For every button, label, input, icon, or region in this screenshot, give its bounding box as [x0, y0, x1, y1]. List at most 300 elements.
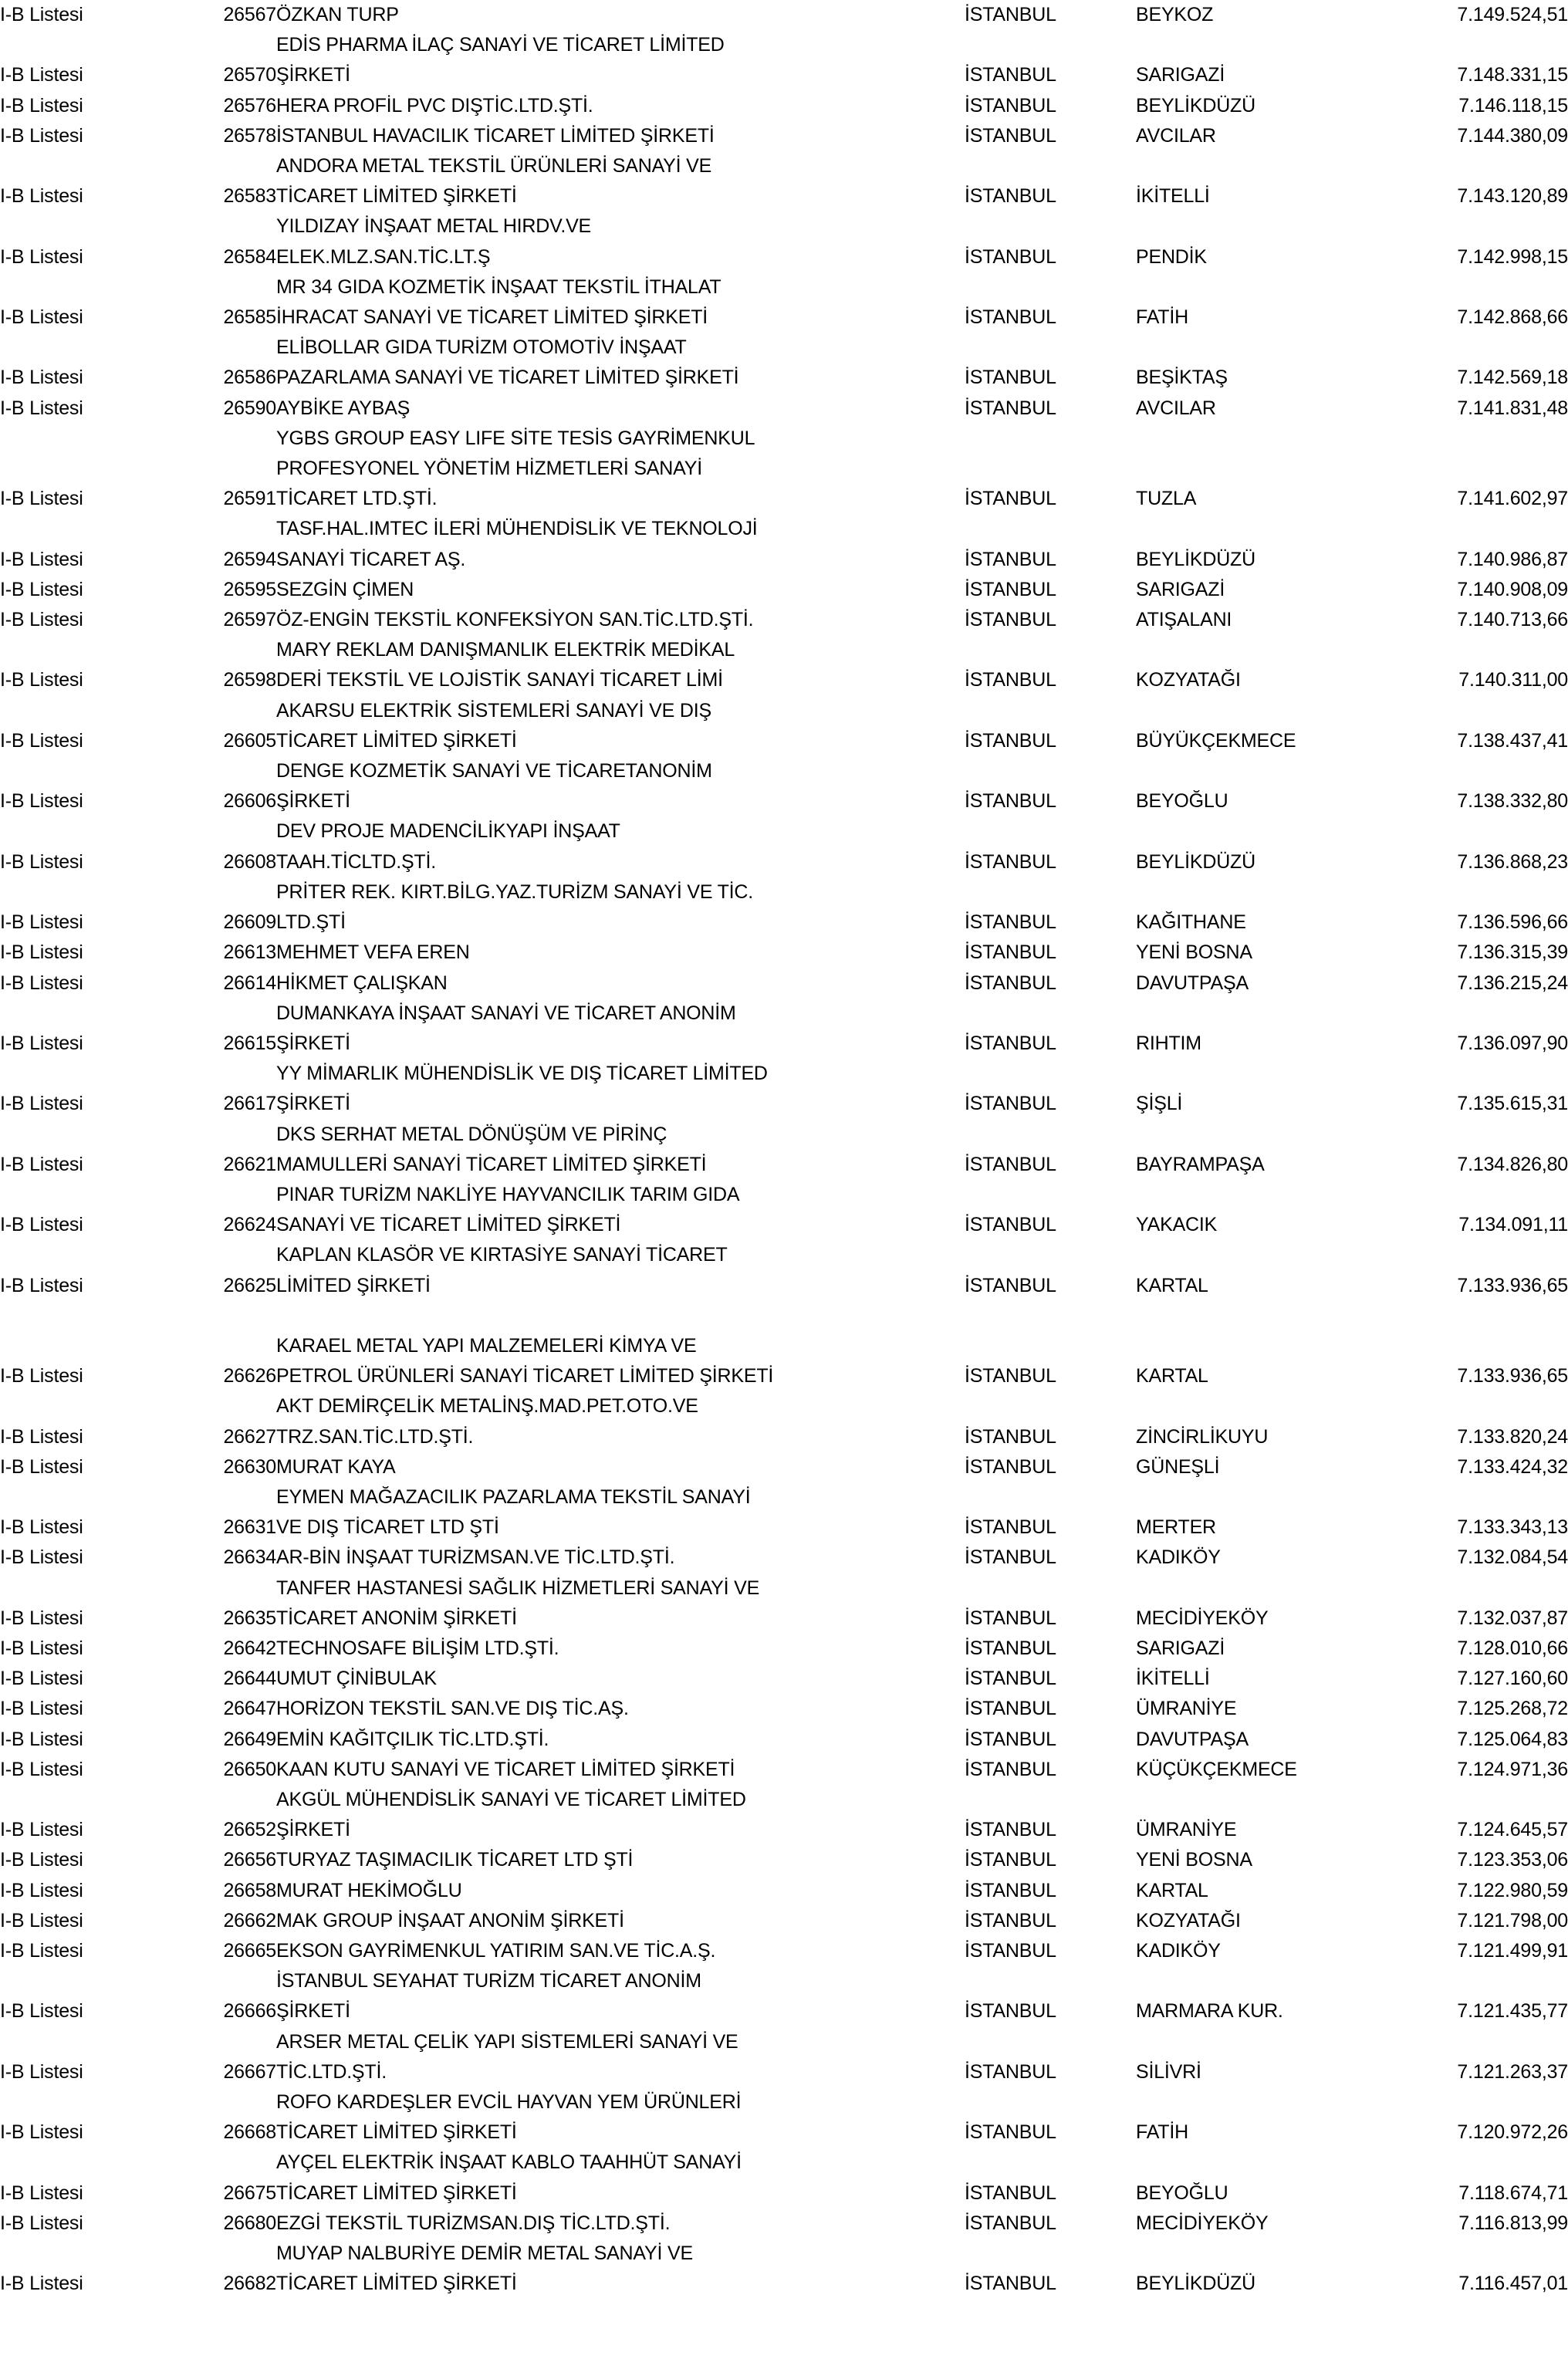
company-name-main-line: TİC.LTD.ŞTİ.	[276, 2060, 387, 2083]
company-name-cell	[276, 514, 965, 574]
company-name-cell	[276, 2148, 965, 2208]
district-cell: SARIGAZİ	[1136, 1637, 1225, 1659]
table-row[interactable]	[0, 1331, 1568, 1391]
city-cell: İSTANBUL	[965, 185, 1056, 208]
company-name-wrap-line: DKS SERHAT METAL DÖNÜŞÜM VE PİRİNÇ	[276, 1123, 667, 1145]
list-name-cell: I-B Listesi	[0, 2000, 83, 2023]
city-cell: İSTANBUL	[965, 972, 1056, 994]
company-name-main-line: TURYAZ TAŞIMACILIK TİCARET LTD ŞTİ	[276, 1849, 634, 1871]
company-name-main-line: PETROL ÜRÜNLERİ SANAYİ TİCARET LİMİTED ŞİRKETİ	[276, 1365, 774, 1387]
company-name-wrap-line: MR 34 GIDA KOZMETİK İNŞAAT TEKSTİL İTHALAT	[276, 275, 721, 298]
district-cell: SİLİVRİ	[1136, 2060, 1201, 2083]
table-row[interactable]	[0, 1755, 1568, 1785]
list-name-cell: I-B Listesi	[0, 1940, 83, 1962]
list-name-cell: I-B Listesi	[0, 2182, 83, 2204]
company-name-wrap-line: EDİS PHARMA İLAÇ SANAYİ VE TİCARET LİMİTED	[276, 34, 725, 56]
table-row[interactable]	[0, 1966, 1568, 2026]
table-row[interactable]	[0, 2148, 1568, 2208]
table-row[interactable]	[0, 1785, 1568, 1845]
company-name-cell	[276, 816, 965, 877]
company-name-main-line: AR-BİN İNŞAAT TURİZMSAN.VE TİC.LTD.ŞTİ.	[276, 1546, 675, 1569]
district-cell: DAVUTPAŞA	[1136, 972, 1249, 994]
company-name-cell	[276, 272, 965, 333]
city-cell: İSTANBUL	[965, 1546, 1056, 1569]
district-cell: MERTER	[1136, 1516, 1216, 1539]
district-cell: BEYLİKDÜZÜ	[1136, 850, 1255, 873]
company-name-main-line: ÖZKAN TURP	[276, 4, 399, 25]
company-name-wrap-line: YGBS GROUP EASY LIFE SİTE TESİS GAYRİMENKUL	[276, 427, 755, 449]
district-cell: BEYKOZ	[1136, 4, 1214, 25]
district-cell: KARTAL	[1136, 1274, 1208, 1296]
company-name-main-line: MAMULLERİ SANAYİ TİCARET LİMİTED ŞİRKETİ	[276, 1153, 707, 1175]
table-row[interactable]	[0, 2087, 1568, 2148]
list-name-cell: I-B Listesi	[0, 1879, 83, 1901]
district-cell: KADIKÖY	[1136, 1546, 1221, 1569]
company-name-wrap-line: ANDORA METAL TEKSTİL ÜRÜNLERİ SANAYİ VE	[276, 155, 712, 177]
district-cell: SARIGAZİ	[1136, 64, 1225, 86]
city-cell: İSTANBUL	[965, 548, 1056, 570]
table-row[interactable]	[0, 211, 1568, 272]
company-name-cell	[276, 1059, 965, 1119]
table-row[interactable]	[0, 1240, 1568, 1300]
city-cell: İSTANBUL	[965, 1698, 1056, 1720]
record-number-cell: 26627	[223, 1425, 276, 1448]
amount-cell: 7.116.813,99	[1458, 2212, 1568, 2234]
amount-cell: 7.122.980,59	[1457, 1879, 1568, 1901]
company-name-cell	[276, 1573, 965, 1634]
amount-cell: 7.121.435,77	[1457, 2000, 1568, 2023]
city-cell: İSTANBUL	[965, 1849, 1056, 1871]
list-name-cell: I-B Listesi	[0, 1365, 83, 1387]
table-row[interactable]	[0, 1391, 1568, 1452]
amount-cell: 7.133.936,65	[1457, 1274, 1568, 1296]
company-name-cell	[276, 1755, 965, 1785]
record-number-cell: 26642	[223, 1637, 276, 1659]
company-name-main-line: VE DIŞ TİCARET LTD ŞTİ	[276, 1516, 499, 1539]
amount-cell: 7.133.343,13	[1457, 1516, 1568, 1539]
amount-cell: 7.148.331,15	[1457, 64, 1568, 86]
amount-cell: 7.128.010,66	[1457, 1637, 1568, 1659]
record-number-cell: 26578	[223, 124, 276, 147]
record-number-cell: 26667	[223, 2060, 276, 2083]
city-cell: İSTANBUL	[965, 488, 1056, 510]
table-row[interactable]	[0, 1543, 1568, 1573]
district-cell: ÜMRANİYE	[1136, 1698, 1237, 1720]
record-number-cell: 26609	[223, 911, 276, 934]
record-number-cell: 26630	[223, 1455, 276, 1478]
district-cell: YENİ BOSNA	[1136, 1849, 1252, 1871]
company-name-cell	[276, 1694, 965, 1724]
table-row[interactable]	[0, 1936, 1568, 1966]
company-name-cell	[276, 2209, 965, 2239]
city-cell: İSTANBUL	[965, 245, 1056, 268]
table-row[interactable]	[0, 30, 1568, 90]
table-row[interactable]	[0, 1452, 1568, 1482]
company-name-main-line: ŞİRKETİ	[276, 790, 350, 813]
district-cell: ÜMRANİYE	[1136, 1819, 1237, 1841]
table-row[interactable]	[0, 151, 1568, 211]
company-name-main-line: ÖZ-ENGİN TEKSTİL KONFEKSİYON SAN.TİC.LTD.ŞTİ.	[276, 609, 754, 631]
city-cell: İSTANBUL	[965, 367, 1056, 389]
list-name-cell: I-B Listesi	[0, 911, 83, 934]
district-cell: BEYOĞLU	[1136, 2182, 1228, 2204]
table-row[interactable]	[0, 1120, 1568, 1180]
company-name-main-line: LİMİTED ŞİRKETİ	[276, 1274, 431, 1296]
amount-cell: 7.140.713,66	[1457, 609, 1568, 631]
city-cell: İSTANBUL	[965, 941, 1056, 964]
district-cell: RIHTIM	[1136, 1032, 1201, 1054]
amount-cell: 7.142.998,15	[1457, 245, 1568, 268]
company-name-cell	[276, 635, 965, 695]
amount-cell: 7.136.215,24	[1457, 972, 1568, 994]
city-cell: İSTANBUL	[965, 2000, 1056, 2023]
table-row[interactable]	[0, 514, 1568, 574]
company-name-cell	[276, 968, 965, 999]
company-name-main-line: TECHNOSAFE BİLİŞİM LTD.ŞTİ.	[276, 1637, 559, 1659]
company-name-wrap-line: PINAR TURİZM NAKLİYE HAYVANCILIK TARIM GIDA	[276, 1183, 740, 1205]
table-row[interactable]	[0, 272, 1568, 333]
table-row[interactable]	[0, 121, 1568, 151]
table-row[interactable]	[0, 1845, 1568, 1875]
list-name-cell: I-B Listesi	[0, 124, 83, 147]
company-name-cell	[276, 1876, 965, 1906]
amount-cell: 7.121.263,37	[1457, 2060, 1568, 2083]
company-name-main-line: ŞİRKETİ	[276, 64, 350, 86]
list-name-cell: I-B Listesi	[0, 1909, 83, 1931]
company-name-wrap-line: DUMANKAYA İNŞAAT SANAYİ VE TİCARET ANONİM	[276, 1002, 736, 1024]
table-row[interactable]	[0, 91, 1568, 121]
company-name-main-line: ELEK.MLZ.SAN.TİC.LT.Ş	[276, 245, 491, 268]
record-number-cell: 26668	[223, 2121, 276, 2144]
record-number-cell: 26650	[223, 1758, 276, 1780]
company-name-cell	[276, 1331, 965, 1391]
amount-cell: 7.116.457,01	[1458, 2273, 1568, 2295]
amount-cell: 7.133.936,65	[1457, 1365, 1568, 1387]
company-name-wrap-line: DENGE KOZMETİK SANAYİ VE TİCARETANONİM	[276, 760, 712, 782]
amount-cell: 7.144.380,09	[1457, 124, 1568, 147]
table-row[interactable]	[0, 605, 1568, 635]
record-number-cell: 26584	[223, 245, 276, 268]
district-cell: KOZYATAĞI	[1136, 1909, 1241, 1931]
company-name-main-line: PAZARLAMA SANAYİ VE TİCARET LİMİTED ŞİRKETİ	[276, 367, 739, 389]
amount-cell: 7.125.268,72	[1457, 1698, 1568, 1720]
record-number-cell: 26644	[223, 1668, 276, 1690]
district-cell: MECİDİYEKÖY	[1136, 1607, 1269, 1629]
company-name-cell	[276, 1725, 965, 1755]
table-row[interactable]	[0, 968, 1568, 999]
company-name-main-line: TRZ.SAN.TİC.LTD.ŞTİ.	[276, 1425, 474, 1448]
city-cell: İSTANBUL	[965, 64, 1056, 86]
table-row[interactable]	[0, 1634, 1568, 1664]
record-number-cell: 26621	[223, 1153, 276, 1175]
list-name-cell: I-B Listesi	[0, 1546, 83, 1569]
list-name-cell: I-B Listesi	[0, 1668, 83, 1690]
district-cell: MARMARA KUR.	[1136, 2000, 1283, 2023]
amount-cell: 7.124.645,57	[1457, 1819, 1568, 1841]
district-cell: DAVUTPAŞA	[1136, 1728, 1249, 1750]
city-cell: İSTANBUL	[965, 1032, 1056, 1054]
table-row[interactable]	[0, 1482, 1568, 1543]
record-number-cell: 26626	[223, 1365, 276, 1387]
company-name-main-line: SANAYİ VE TİCARET LİMİTED ŞİRKETİ	[276, 1214, 621, 1236]
company-name-wrap-line: AKGÜL MÜHENDİSLİK SANAYİ VE TİCARET LİMİTED	[276, 1788, 746, 1810]
list-name-cell: I-B Listesi	[0, 941, 83, 964]
table-spacer-row	[0, 1301, 1568, 1331]
company-name-cell	[276, 756, 965, 816]
list-name-cell: I-B Listesi	[0, 729, 83, 752]
table-row[interactable]	[0, 394, 1568, 424]
amount-cell: 7.138.332,80	[1457, 790, 1568, 813]
table-row[interactable]	[0, 575, 1568, 605]
company-name-wrap-line: MARY REKLAM DANIŞMANLIK ELEKTRİK MEDİKAL	[276, 639, 735, 661]
table-row[interactable]	[0, 816, 1568, 877]
table-row[interactable]	[0, 2239, 1568, 2299]
city-cell: İSTANBUL	[965, 2182, 1056, 2204]
company-name-cell	[276, 1785, 965, 1845]
district-cell: BEYLİKDÜZÜ	[1136, 548, 1255, 570]
city-cell: İSTANBUL	[965, 669, 1056, 691]
city-cell: İSTANBUL	[965, 1425, 1056, 1448]
company-name-cell	[276, 2239, 965, 2299]
amount-cell: 7.136.596,66	[1457, 911, 1568, 934]
company-name-cell	[276, 1906, 965, 1936]
list-name-cell: I-B Listesi	[0, 185, 83, 208]
company-name-main-line: TİCARET LİMİTED ŞİRKETİ	[276, 2121, 517, 2144]
record-number-cell: 26665	[223, 1940, 276, 1962]
city-cell: İSTANBUL	[965, 1879, 1056, 1901]
table-row[interactable]	[0, 1876, 1568, 1906]
city-cell: İSTANBUL	[965, 1819, 1056, 1841]
list-name-cell: I-B Listesi	[0, 2060, 83, 2083]
record-number-cell: 26652	[223, 1819, 276, 1841]
record-number-cell: 26598	[223, 669, 276, 691]
table-row[interactable]	[0, 1725, 1568, 1755]
table-spacer-cell	[0, 1301, 1568, 1331]
company-name-cell	[276, 151, 965, 211]
table-row[interactable]	[0, 1694, 1568, 1724]
company-name-main-line: TAAH.TİCLTD.ŞTİ.	[276, 850, 436, 873]
amount-cell: 7.142.868,66	[1457, 306, 1568, 329]
company-name-main-line: EZGİ TEKSTİL TURİZMSAN.DIŞ TİC.LTD.ŞTİ.	[276, 2212, 671, 2234]
record-number-cell: 26595	[223, 578, 276, 600]
company-name-wrap-line: YILDIZAY İNŞAAT METAL HIRDV.VE	[276, 215, 592, 238]
city-cell: İSTANBUL	[965, 2273, 1056, 2295]
district-cell: KAĞITHANE	[1136, 911, 1246, 934]
company-name-cell	[276, 333, 965, 393]
record-number-cell: 26631	[223, 1516, 276, 1539]
table-row[interactable]	[0, 938, 1568, 968]
list-name-cell: I-B Listesi	[0, 1758, 83, 1780]
company-name-main-line: İHRACAT SANAYİ VE TİCARET LİMİTED ŞİRKETİ	[276, 306, 708, 329]
company-name-wrap-line: KARAEL METAL YAPI MALZEMELERİ KİMYA VE	[276, 1334, 697, 1357]
district-cell: BAYRAMPAŞA	[1136, 1153, 1265, 1175]
city-cell: İSTANBUL	[965, 4, 1056, 25]
list-name-cell: I-B Listesi	[0, 1274, 83, 1296]
company-name-cell	[276, 2087, 965, 2148]
company-name-cell	[276, 30, 965, 90]
company-name-main-line: ŞİRKETİ	[276, 1819, 350, 1841]
amount-cell: 7.118.674,71	[1458, 2182, 1568, 2204]
company-name-main-line: EKSON GAYRİMENKUL YATIRIM SAN.VE TİC.A.Ş.	[276, 1940, 716, 1962]
city-cell: İSTANBUL	[965, 124, 1056, 147]
company-name-cell	[276, 1664, 965, 1694]
list-name-cell: I-B Listesi	[0, 669, 83, 691]
city-cell: İSTANBUL	[965, 911, 1056, 934]
company-name-main-line: MEHMET VEFA EREN	[276, 941, 470, 964]
list-name-cell: I-B Listesi	[0, 972, 83, 994]
table-row[interactable]	[0, 1180, 1568, 1240]
company-name-cell	[276, 1452, 965, 1482]
district-cell: BEYLİKDÜZÜ	[1136, 94, 1255, 117]
district-cell: BEYOĞLU	[1136, 790, 1228, 813]
amount-cell: 7.120.972,26	[1457, 2121, 1568, 2144]
record-number-cell: 26649	[223, 1728, 276, 1750]
record-number-cell: 26585	[223, 306, 276, 329]
table-row[interactable]	[0, 1059, 1568, 1119]
table-row[interactable]	[0, 1573, 1568, 1634]
company-name-main-line: TİCARET LİMİTED ŞİRKETİ	[276, 185, 517, 208]
table-row[interactable]	[0, 877, 1568, 938]
company-name-main-line: MURAT HEKİMOĞLU	[276, 1879, 462, 1901]
list-name-cell: I-B Listesi	[0, 4, 83, 25]
list-name-cell: I-B Listesi	[0, 1032, 83, 1054]
amount-cell: 7.149.524,51	[1457, 4, 1568, 25]
record-number-cell: 26605	[223, 729, 276, 752]
table-row[interactable]	[0, 333, 1568, 393]
list-name-cell: I-B Listesi	[0, 578, 83, 600]
table-row[interactable]	[0, 1664, 1568, 1694]
record-number-cell: 26567	[223, 4, 276, 25]
district-cell: YENİ BOSNA	[1136, 941, 1252, 964]
table-row[interactable]	[0, 424, 1568, 515]
company-name-main-line: İSTANBUL HAVACILIK TİCARET LİMİTED ŞİRKETİ	[276, 124, 715, 147]
record-number-cell: 26647	[223, 1698, 276, 1720]
company-name-cell	[276, 1391, 965, 1452]
record-number-cell: 26608	[223, 850, 276, 873]
amount-cell: 7.142.569,18	[1457, 367, 1568, 389]
list-name-cell: I-B Listesi	[0, 488, 83, 510]
record-number-cell: 26591	[223, 488, 276, 510]
city-cell: İSTANBUL	[965, 1455, 1056, 1478]
record-number-cell: 26682	[223, 2273, 276, 2295]
company-name-cell	[276, 394, 965, 424]
city-cell: İSTANBUL	[965, 1909, 1056, 1931]
amount-cell: 7.138.437,41	[1457, 729, 1568, 752]
company-name-main-line: SANAYİ TİCARET AŞ.	[276, 548, 466, 570]
amount-cell: 7.133.424,32	[1457, 1455, 1568, 1478]
city-cell: İSTANBUL	[965, 1516, 1056, 1539]
list-name-cell: I-B Listesi	[0, 367, 83, 389]
record-number-cell: 26615	[223, 1032, 276, 1054]
city-cell: İSTANBUL	[965, 1668, 1056, 1690]
amount-cell: 7.136.097,90	[1457, 1032, 1568, 1054]
district-cell: İKİTELLİ	[1136, 185, 1210, 208]
city-cell: İSTANBUL	[965, 729, 1056, 752]
company-name-cell	[276, 0, 965, 30]
company-name-wrap-line: AKARSU ELEKTRİK SİSTEMLERİ SANAYİ VE DIŞ	[276, 699, 711, 722]
company-name-main-line: HORİZON TEKSTİL SAN.VE DIŞ TİC.AŞ.	[276, 1698, 629, 1720]
record-number-cell: 26570	[223, 64, 276, 86]
record-number-cell: 26624	[223, 1214, 276, 1236]
district-cell: PENDİK	[1136, 245, 1207, 268]
company-name-cell	[276, 1482, 965, 1543]
district-cell: KOZYATAĞI	[1136, 669, 1241, 691]
record-number-cell: 26594	[223, 548, 276, 570]
city-cell: İSTANBUL	[965, 1274, 1056, 1296]
district-cell: BEŞİKTAŞ	[1136, 367, 1228, 389]
district-cell: AVCILAR	[1136, 124, 1216, 147]
district-cell: İKİTELLİ	[1136, 1668, 1210, 1690]
amount-cell: 7.136.315,39	[1457, 941, 1568, 964]
city-cell: İSTANBUL	[965, 397, 1056, 419]
list-name-cell: I-B Listesi	[0, 548, 83, 570]
amount-cell: 7.127.160,60	[1457, 1668, 1568, 1690]
record-number-cell: 26576	[223, 94, 276, 117]
amount-cell: 7.124.971,36	[1457, 1758, 1568, 1780]
table-row[interactable]	[0, 2027, 1568, 2087]
city-cell: İSTANBUL	[965, 94, 1056, 117]
table-row[interactable]	[0, 635, 1568, 695]
list-name-cell: I-B Listesi	[0, 1516, 83, 1539]
company-name-cell	[276, 1120, 965, 1180]
amount-cell: 7.140.311,00	[1458, 669, 1568, 691]
company-name-wrap-line: PRİTER REK. KIRT.BİLG.YAZ.TURİZM SANAYİ VE TİC.	[276, 880, 754, 903]
table-row[interactable]	[0, 696, 1568, 756]
company-name-main-line: TİCARET LİMİTED ŞİRKETİ	[276, 2273, 517, 2295]
table-row[interactable]	[0, 1906, 1568, 1936]
company-name-wrap-line: ELİBOLLAR GIDA TURİZM OTOMOTİV İNŞAAT	[276, 336, 687, 359]
amount-cell: 7.143.120,89	[1457, 185, 1568, 208]
table-row[interactable]	[0, 2209, 1568, 2239]
list-name-cell: I-B Listesi	[0, 306, 83, 329]
amount-cell: 7.136.868,23	[1457, 850, 1568, 873]
amount-cell: 7.135.615,31	[1457, 1093, 1568, 1115]
company-name-cell	[276, 938, 965, 968]
company-name-main-line: AYBİKE AYBAŞ	[276, 397, 411, 419]
city-cell: İSTANBUL	[965, 306, 1056, 329]
company-name-wrap-line: EYMEN MAĞAZACILIK PAZARLAMA TEKSTİL SANAYİ	[276, 1485, 751, 1508]
city-cell: İSTANBUL	[965, 578, 1056, 600]
list-name-cell: I-B Listesi	[0, 245, 83, 268]
company-name-cell	[276, 877, 965, 938]
record-number-cell: 26586	[223, 367, 276, 389]
company-name-wrap-line: ARSER METAL ÇELİK YAPI SİSTEMLERİ SANAYİ VE	[276, 2030, 738, 2053]
company-name-cell	[276, 575, 965, 605]
amount-cell: 7.121.499,91	[1457, 1940, 1568, 1962]
record-number-cell: 26617	[223, 1093, 276, 1115]
record-number-cell: 26625	[223, 1274, 276, 1296]
company-name-cell	[276, 696, 965, 756]
district-cell: FATİH	[1136, 2121, 1188, 2144]
amount-cell: 7.121.798,00	[1457, 1909, 1568, 1931]
list-name-cell: I-B Listesi	[0, 2212, 83, 2234]
company-name-cell	[276, 1240, 965, 1300]
amount-cell: 7.123.353,06	[1457, 1849, 1568, 1871]
company-name-cell	[276, 1845, 965, 1875]
company-name-cell	[276, 91, 965, 121]
amount-cell: 7.141.602,97	[1457, 488, 1568, 510]
company-name-wrap-line: DEV PROJE MADENCİLİKYAPI İNŞAAT	[276, 820, 620, 843]
table-row[interactable]	[0, 0, 1568, 30]
list-name-cell: I-B Listesi	[0, 1849, 83, 1871]
company-name-wrap-line: YY MİMARLIK MÜHENDİSLİK VE DIŞ TİCARET LİMİTED	[276, 1063, 768, 1085]
record-number-cell: 26590	[223, 397, 276, 419]
table-row[interactable]	[0, 756, 1568, 816]
company-name-main-line: SEZGİN ÇİMEN	[276, 578, 414, 600]
company-name-wrap-line: KAPLAN KLASÖR VE KIRTASİYE SANAYİ TİCARET	[276, 1244, 728, 1266]
list-name-cell: I-B Listesi	[0, 94, 83, 117]
table-row[interactable]	[0, 999, 1568, 1059]
